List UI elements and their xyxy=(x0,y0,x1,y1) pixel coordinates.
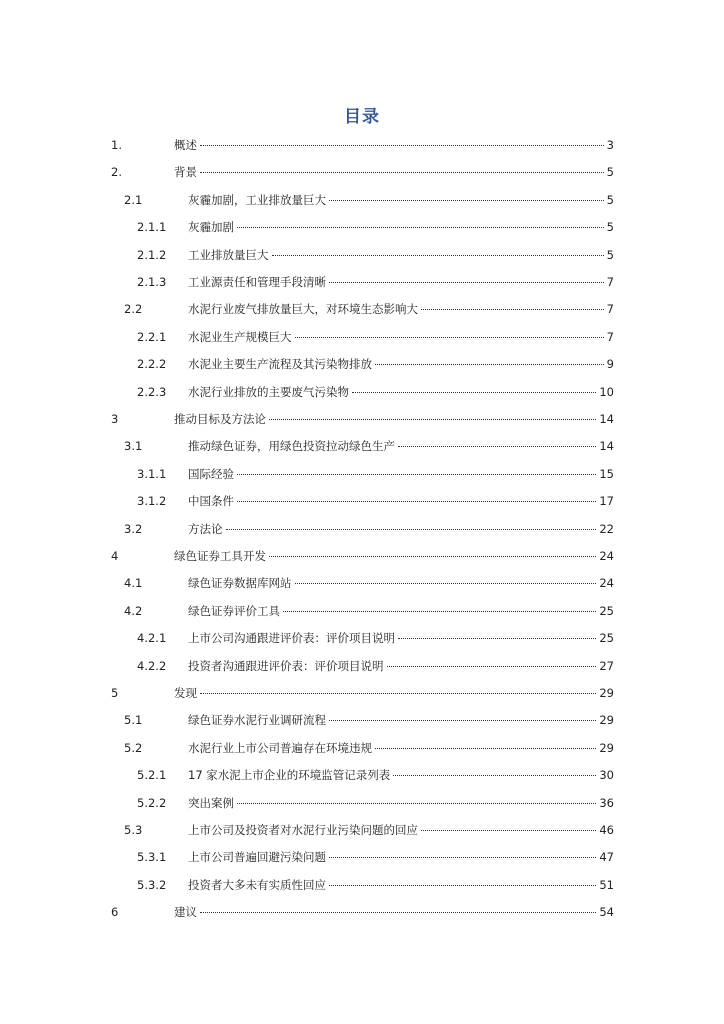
toc-section-title: 17 家水泥上市企业的环境监管记录列表 xyxy=(188,768,391,783)
toc-entry-link[interactable] xyxy=(188,875,614,895)
toc-dot-leader xyxy=(295,325,604,338)
toc-row[interactable] xyxy=(0,628,724,648)
toc-page-number: 24 xyxy=(599,576,614,591)
toc-entry-link[interactable] xyxy=(188,738,614,758)
toc-section-title: 建议 xyxy=(174,905,197,920)
toc-section-title: 背景 xyxy=(174,165,197,180)
toc-page-number: 7 xyxy=(606,275,614,289)
toc-section-title: 投资者大多未有实质性回应 xyxy=(188,877,326,892)
toc-page-number: 7 xyxy=(606,302,614,317)
toc-section-number: 5.2 xyxy=(124,740,143,755)
toc-dot-leader xyxy=(237,489,596,502)
toc-page-number: 24 xyxy=(599,549,614,563)
toc-section-number: 4.2 xyxy=(124,603,143,618)
toc-entry-link[interactable] xyxy=(188,793,614,813)
toc-dot-leader xyxy=(329,188,604,201)
toc-section-number: 5.3.2 xyxy=(137,877,167,892)
toc-entry-link[interactable] xyxy=(188,464,614,484)
toc-section-number: 3.1 xyxy=(124,439,143,454)
toc-section-number: 5.2.1 xyxy=(137,768,167,783)
toc-section-number: 3.1.2 xyxy=(137,494,167,509)
toc-section-title: 推动绿色证券，用绿色投资拉动绿色生产 xyxy=(188,439,395,454)
toc-row[interactable] xyxy=(0,272,724,292)
toc-page-number: 25 xyxy=(599,603,614,618)
toc-dot-leader xyxy=(200,160,604,173)
toc-entry-link[interactable] xyxy=(188,327,614,347)
toc-section-number: 2.1.1 xyxy=(137,220,167,235)
toc-page-number: 27 xyxy=(599,658,614,673)
toc-row[interactable] xyxy=(0,519,724,539)
toc-row[interactable] xyxy=(0,135,724,155)
toc-dot-leader xyxy=(352,380,596,393)
toc-page-number: 46 xyxy=(599,823,614,837)
toc-dot-leader xyxy=(237,791,596,804)
toc-dot-leader xyxy=(329,270,604,283)
toc-dot-leader xyxy=(398,434,596,447)
toc-page-number: 29 xyxy=(599,740,614,755)
toc-entry-link[interactable] xyxy=(174,135,614,155)
toc-entry-link[interactable] xyxy=(188,217,614,237)
toc-section-title: 灰霾加剧，工业排放量巨大 xyxy=(188,192,326,207)
toc-section-number: 2.2.2 xyxy=(137,357,167,372)
toc-row[interactable] xyxy=(0,464,724,484)
toc-page-number: 3 xyxy=(606,138,614,152)
toc-dot-leader xyxy=(375,736,596,749)
toc-section-title: 上市公司普遍回避污染问题 xyxy=(188,850,326,865)
toc-entry-link[interactable] xyxy=(174,902,614,922)
toc-page-number: 7 xyxy=(606,329,614,344)
toc-page-number: 54 xyxy=(599,905,614,920)
toc-row[interactable] xyxy=(0,382,724,402)
toc-dot-leader xyxy=(398,626,596,639)
toc-section-number: 4.2.1 xyxy=(137,631,167,646)
toc-section-title: 绿色证券工具开发 xyxy=(174,549,266,563)
toc-dot-leader xyxy=(375,352,604,365)
toc-row[interactable] xyxy=(0,436,724,456)
toc-row[interactable] xyxy=(0,738,724,758)
toc-section-title: 国际经验 xyxy=(188,466,234,481)
toc-dot-leader xyxy=(295,571,597,584)
toc-page-number: 17 xyxy=(599,494,614,509)
toc-section-title: 水泥业生产规模巨大 xyxy=(188,329,292,344)
toc-row[interactable] xyxy=(0,573,724,593)
toc-section-title: 工业排放量巨大 xyxy=(188,247,269,262)
toc-section-number: 2.2 xyxy=(124,302,143,317)
toc-row[interactable] xyxy=(0,683,724,703)
toc-page-number: 25 xyxy=(599,631,614,646)
toc-section-title: 发现 xyxy=(174,686,197,700)
toc-entry-link[interactable] xyxy=(188,656,614,676)
toc-page-number: 36 xyxy=(599,795,614,810)
toc-entry-link[interactable] xyxy=(188,628,614,648)
toc-row[interactable] xyxy=(0,546,724,566)
toc-section-number: 3 xyxy=(111,412,119,426)
toc-dot-leader xyxy=(393,763,596,776)
toc-section-number: 2.1 xyxy=(124,192,143,207)
toc-entry-link[interactable] xyxy=(188,519,614,539)
toc-dot-leader xyxy=(200,133,604,146)
toc-section-title: 突出案例 xyxy=(188,795,234,810)
toc-entry-link[interactable] xyxy=(174,162,614,182)
toc-row[interactable] xyxy=(0,793,724,813)
toc-row[interactable] xyxy=(0,409,724,429)
toc-entry-link[interactable] xyxy=(188,765,614,785)
toc-row[interactable] xyxy=(0,902,724,922)
toc-page-number: 29 xyxy=(599,686,614,700)
toc-dot-leader xyxy=(237,462,596,475)
toc-section-number: 4.1 xyxy=(124,576,143,591)
toc-page-number: 5 xyxy=(606,165,614,180)
toc-entry-link[interactable] xyxy=(188,436,614,456)
toc-dot-leader xyxy=(269,407,596,420)
toc-dot-leader xyxy=(200,681,596,694)
toc-dot-leader xyxy=(329,873,596,886)
toc-section-number: 3.2 xyxy=(124,521,143,536)
toc-row[interactable] xyxy=(0,354,724,374)
toc-section-title: 水泥行业废气排放量巨大，对环境生态影响大 xyxy=(188,302,418,317)
toc-section-number: 2.1.3 xyxy=(137,275,167,289)
toc-page-number: 5 xyxy=(606,220,614,235)
toc-dot-leader xyxy=(329,708,596,721)
toc-dot-leader xyxy=(421,818,596,831)
toc-section-number: 2.1.2 xyxy=(137,247,167,262)
toc-dot-leader xyxy=(387,654,597,667)
toc-section-title: 概述 xyxy=(174,138,197,152)
toc-page-number: 5 xyxy=(606,247,614,262)
toc-page-number: 22 xyxy=(599,521,614,536)
toc-entry-link[interactable] xyxy=(174,409,614,429)
toc-dot-leader xyxy=(283,599,596,612)
toc-row[interactable] xyxy=(0,491,724,511)
toc-section-title: 绿色证券水泥行业调研流程 xyxy=(188,713,326,728)
toc-section-number: 4 xyxy=(111,549,119,563)
toc-page-number: 14 xyxy=(599,412,614,426)
toc-dot-leader xyxy=(200,900,596,913)
toc-page-number: 51 xyxy=(599,877,614,892)
toc-row[interactable] xyxy=(0,765,724,785)
toc-page-number: 30 xyxy=(599,768,614,783)
toc-title: 目录 xyxy=(344,107,380,127)
toc-dot-leader xyxy=(329,845,596,858)
toc-entry-link[interactable] xyxy=(188,382,614,402)
toc-entry-link[interactable] xyxy=(174,546,614,566)
toc-section-title: 灰霾加剧 xyxy=(188,220,234,235)
toc-row[interactable] xyxy=(0,190,724,210)
toc-page-number: 5 xyxy=(606,192,614,207)
toc-row[interactable] xyxy=(0,162,724,182)
toc-dot-leader xyxy=(237,215,604,228)
toc-row[interactable] xyxy=(0,710,724,730)
toc-section-number: 1. xyxy=(111,138,122,152)
toc-section-number: 6 xyxy=(111,905,119,920)
toc-entry-link[interactable] xyxy=(188,245,614,265)
toc-section-title: 水泥行业排放的主要废气污染物 xyxy=(188,384,349,399)
toc-row[interactable] xyxy=(0,820,724,840)
toc-dot-leader xyxy=(272,243,604,256)
toc-page-number: 15 xyxy=(599,466,614,481)
toc-section-title: 水泥行业上市公司普遍存在环境违规 xyxy=(188,740,372,755)
toc-section-number: 4.2.2 xyxy=(137,658,167,673)
toc-section-number: 2.2.3 xyxy=(137,384,167,399)
toc-entry-link[interactable] xyxy=(188,299,614,319)
toc-section-number: 5 xyxy=(111,686,119,700)
toc-section-title: 绿色证券评价工具 xyxy=(188,603,280,618)
toc-page-number: 10 xyxy=(599,384,614,399)
toc-row[interactable] xyxy=(0,875,724,895)
toc-entry-link[interactable] xyxy=(188,573,614,593)
toc-entry-link[interactable] xyxy=(188,272,614,292)
toc-entry-link[interactable] xyxy=(188,820,614,840)
toc-row[interactable] xyxy=(0,327,724,347)
toc-section-number: 5.1 xyxy=(124,713,143,728)
toc-row[interactable] xyxy=(0,299,724,319)
toc-section-title: 中国条件 xyxy=(188,494,234,509)
toc-page-number: 14 xyxy=(599,439,614,454)
toc-entry-link[interactable] xyxy=(188,601,614,621)
toc-entry-link[interactable] xyxy=(188,354,614,374)
toc-section-title: 绿色证券数据库网站 xyxy=(188,576,292,591)
toc-entry-link[interactable] xyxy=(188,190,614,210)
toc-section-number: 3.1.1 xyxy=(137,466,167,481)
toc-section-number: 2. xyxy=(111,165,122,180)
toc-row[interactable] xyxy=(0,217,724,237)
toc-row[interactable] xyxy=(0,656,724,676)
toc-page-number: 47 xyxy=(599,850,614,865)
toc-section-title: 工业源责任和管理手段清晰 xyxy=(188,275,326,289)
toc-entry-link[interactable] xyxy=(188,491,614,511)
toc-dot-leader xyxy=(226,517,597,530)
toc-page-number: 9 xyxy=(606,357,614,372)
toc-entry-link[interactable] xyxy=(188,710,614,730)
toc-dot-leader xyxy=(421,297,604,310)
toc-dot-leader xyxy=(269,544,596,557)
toc-row[interactable] xyxy=(0,245,724,265)
toc-section-number: 2.2.1 xyxy=(137,329,167,344)
toc-section-number: 5.3.1 xyxy=(137,850,167,865)
toc-section-title: 推动目标及方法论 xyxy=(174,412,266,426)
toc-row[interactable] xyxy=(0,601,724,621)
toc-section-title: 方法论 xyxy=(188,521,223,536)
toc-section-title: 上市公司及投资者对水泥行业污染问题的回应 xyxy=(188,823,418,837)
toc-section-number: 5.2.2 xyxy=(137,795,167,810)
toc-entry-link[interactable] xyxy=(174,683,614,703)
toc-page-number: 29 xyxy=(599,713,614,728)
toc-section-title: 上市公司沟通跟进评价表：评价项目说明 xyxy=(188,631,395,646)
toc-section-title: 投资者沟通跟进评价表：评价项目说明 xyxy=(188,658,384,673)
toc-entry-link[interactable] xyxy=(188,847,614,867)
toc-section-number: 5.3 xyxy=(124,823,143,837)
toc-row[interactable] xyxy=(0,847,724,867)
toc-section-title: 水泥业主要生产流程及其污染物排放 xyxy=(188,357,372,372)
